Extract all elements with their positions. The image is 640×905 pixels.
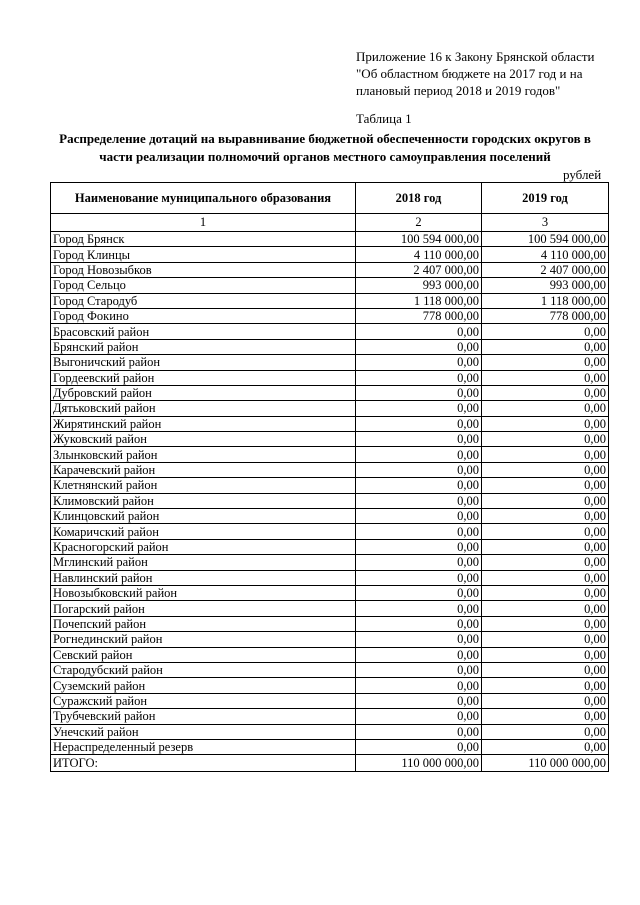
row-value-2018: 0,00 bbox=[356, 678, 482, 693]
row-name: Злынковский район bbox=[51, 447, 356, 462]
table-row bbox=[51, 539, 609, 554]
row-value-2018: 0,00 bbox=[356, 509, 482, 524]
row-name: Новозыбковский район bbox=[51, 585, 356, 600]
row-name: Жуковский район bbox=[51, 432, 356, 447]
row-value-2018: 0,00 bbox=[356, 539, 482, 554]
row-value-2018: 0,00 bbox=[356, 585, 482, 600]
table-row bbox=[51, 339, 609, 354]
row-value-2018: 0,00 bbox=[356, 478, 482, 493]
row-value-2018: 0,00 bbox=[356, 724, 482, 739]
table-row bbox=[51, 324, 609, 339]
row-name: Город Новозыбков bbox=[51, 262, 356, 277]
annex-line: Приложение 16 к Закону Брянской области bbox=[356, 49, 595, 64]
row-name: Карачевский район bbox=[51, 462, 356, 477]
row-value-2019: 0,00 bbox=[482, 662, 609, 677]
row-name: Красногорский район bbox=[51, 539, 356, 554]
table-row bbox=[51, 678, 609, 693]
annex-line: "Об областном бюджете на 2017 год и на bbox=[356, 66, 583, 81]
row-value-2019: 1 118 000,00 bbox=[482, 293, 609, 308]
row-value-2018: 0,00 bbox=[356, 709, 482, 724]
table-row bbox=[51, 278, 609, 293]
subsidy-table bbox=[50, 182, 609, 772]
row-name: Дятьковский район bbox=[51, 401, 356, 416]
row-value-2019: 0,00 bbox=[482, 324, 609, 339]
annex-line: плановый период 2018 и 2019 годов" bbox=[356, 83, 561, 98]
row-value-2018: 0,00 bbox=[356, 416, 482, 431]
row-name: Гордеевский район bbox=[51, 370, 356, 385]
row-name: Клинцовский район bbox=[51, 509, 356, 524]
row-value-2019: 993 000,00 bbox=[482, 278, 609, 293]
total-2018: 110 000 000,00 bbox=[356, 755, 482, 772]
row-name: Мглинский район bbox=[51, 555, 356, 570]
annex-header bbox=[356, 48, 626, 99]
row-name: Город Клинцы bbox=[51, 247, 356, 262]
row-value-2019: 0,00 bbox=[482, 709, 609, 724]
table-row bbox=[51, 616, 609, 631]
row-value-2019: 0,00 bbox=[482, 401, 609, 416]
row-value-2018: 0,00 bbox=[356, 462, 482, 477]
row-value-2019: 0,00 bbox=[482, 601, 609, 616]
row-value-2018: 993 000,00 bbox=[356, 278, 482, 293]
table-label: Таблица 1 bbox=[356, 111, 412, 126]
table-row bbox=[51, 709, 609, 724]
row-value-2018: 2 407 000,00 bbox=[356, 262, 482, 277]
row-value-2019: 0,00 bbox=[482, 416, 609, 431]
row-value-2018: 0,00 bbox=[356, 601, 482, 616]
row-value-2019: 0,00 bbox=[482, 462, 609, 477]
row-name: Стародубский район bbox=[51, 662, 356, 677]
row-value-2019: 0,00 bbox=[482, 370, 609, 385]
row-value-2018: 0,00 bbox=[356, 493, 482, 508]
row-value-2018: 0,00 bbox=[356, 401, 482, 416]
row-name: Город Фокино bbox=[51, 308, 356, 323]
row-name: Суражский район bbox=[51, 693, 356, 708]
row-value-2019: 778 000,00 bbox=[482, 308, 609, 323]
row-value-2019: 0,00 bbox=[482, 616, 609, 631]
row-value-2019: 0,00 bbox=[482, 509, 609, 524]
row-value-2018: 0,00 bbox=[356, 739, 482, 754]
row-name: Клетнянский район bbox=[51, 478, 356, 493]
row-value-2018: 778 000,00 bbox=[356, 308, 482, 323]
table-row bbox=[51, 416, 609, 431]
row-value-2018: 0,00 bbox=[356, 555, 482, 570]
row-value-2019: 0,00 bbox=[482, 585, 609, 600]
row-name: Нераспределенный резерв bbox=[51, 739, 356, 754]
row-value-2019: 0,00 bbox=[482, 355, 609, 370]
row-name: Унечский район bbox=[51, 724, 356, 739]
row-value-2019: 0,00 bbox=[482, 432, 609, 447]
row-value-2018: 0,00 bbox=[356, 693, 482, 708]
row-value-2018: 0,00 bbox=[356, 647, 482, 662]
row-value-2019: 0,00 bbox=[482, 724, 609, 739]
table-row bbox=[51, 432, 609, 447]
column-number: 3 bbox=[482, 214, 609, 232]
row-name: Дубровский район bbox=[51, 385, 356, 400]
row-name: Трубчевский район bbox=[51, 709, 356, 724]
header-2019: 2019 год bbox=[482, 183, 609, 214]
title-line: Распределение дотаций на выравнивание бюджетной обеспеченности городских округов в bbox=[59, 131, 591, 146]
row-value-2018: 0,00 bbox=[356, 524, 482, 539]
table-row bbox=[51, 555, 609, 570]
row-name: Выгоничский район bbox=[51, 355, 356, 370]
column-number-row bbox=[51, 214, 609, 232]
table-row bbox=[51, 478, 609, 493]
row-value-2019: 0,00 bbox=[482, 678, 609, 693]
table-row bbox=[51, 647, 609, 662]
row-value-2018: 0,00 bbox=[356, 570, 482, 585]
table-row bbox=[51, 509, 609, 524]
table-row bbox=[51, 308, 609, 323]
row-value-2019: 0,00 bbox=[482, 447, 609, 462]
row-value-2018: 4 110 000,00 bbox=[356, 247, 482, 262]
row-name: Навлинский район bbox=[51, 570, 356, 585]
table-row bbox=[51, 370, 609, 385]
row-value-2019: 100 594 000,00 bbox=[482, 232, 609, 247]
table-row bbox=[51, 632, 609, 647]
row-value-2019: 0,00 bbox=[482, 555, 609, 570]
row-name: Жирятинский район bbox=[51, 416, 356, 431]
row-value-2018: 0,00 bbox=[356, 355, 482, 370]
table-row bbox=[51, 355, 609, 370]
total-label: ИТОГО: bbox=[51, 755, 356, 772]
row-value-2018: 0,00 bbox=[356, 339, 482, 354]
row-name: Город Сельцо bbox=[51, 278, 356, 293]
header-2018: 2018 год bbox=[356, 183, 482, 214]
table-row bbox=[51, 293, 609, 308]
row-name: Погарский район bbox=[51, 601, 356, 616]
row-value-2019: 0,00 bbox=[482, 524, 609, 539]
header-name: Наименование муниципального образования bbox=[51, 183, 356, 214]
column-number: 1 bbox=[51, 214, 356, 232]
row-value-2019: 2 407 000,00 bbox=[482, 262, 609, 277]
unit-label: рублей bbox=[563, 167, 602, 182]
row-value-2019: 0,00 bbox=[482, 339, 609, 354]
row-value-2018: 0,00 bbox=[356, 632, 482, 647]
row-value-2019: 0,00 bbox=[482, 385, 609, 400]
table-row bbox=[51, 570, 609, 585]
table-row bbox=[51, 385, 609, 400]
row-name: Комаричский район bbox=[51, 524, 356, 539]
total-row bbox=[51, 755, 609, 772]
table-row bbox=[51, 724, 609, 739]
row-name: Климовский район bbox=[51, 493, 356, 508]
table-row bbox=[51, 693, 609, 708]
row-value-2018: 0,00 bbox=[356, 370, 482, 385]
table-row bbox=[51, 585, 609, 600]
row-value-2019: 0,00 bbox=[482, 739, 609, 754]
row-value-2019: 0,00 bbox=[482, 478, 609, 493]
row-value-2019: 4 110 000,00 bbox=[482, 247, 609, 262]
table-row bbox=[51, 462, 609, 477]
table-row bbox=[51, 247, 609, 262]
row-value-2018: 0,00 bbox=[356, 324, 482, 339]
row-name: Город Стародуб bbox=[51, 293, 356, 308]
row-value-2018: 0,00 bbox=[356, 447, 482, 462]
row-value-2019: 0,00 bbox=[482, 632, 609, 647]
row-name: Брянский район bbox=[51, 339, 356, 354]
table-row bbox=[51, 232, 609, 247]
title-line: части реализации полномочий органов местного самоуправления поселений bbox=[99, 149, 551, 164]
row-value-2018: 0,00 bbox=[356, 385, 482, 400]
row-value-2018: 100 594 000,00 bbox=[356, 232, 482, 247]
table-row bbox=[51, 447, 609, 462]
table-row bbox=[51, 493, 609, 508]
header-row bbox=[51, 183, 609, 214]
table-row bbox=[51, 524, 609, 539]
row-name: Почепский район bbox=[51, 616, 356, 631]
table-row bbox=[51, 601, 609, 616]
row-value-2018: 1 118 000,00 bbox=[356, 293, 482, 308]
row-value-2019: 0,00 bbox=[482, 493, 609, 508]
row-name: Рогнединский район bbox=[51, 632, 356, 647]
row-name: Город Брянск bbox=[51, 232, 356, 247]
total-2019: 110 000 000,00 bbox=[482, 755, 609, 772]
table-row bbox=[51, 739, 609, 754]
row-value-2019: 0,00 bbox=[482, 693, 609, 708]
table-row bbox=[51, 262, 609, 277]
table-row bbox=[51, 662, 609, 677]
row-value-2018: 0,00 bbox=[356, 432, 482, 447]
column-number: 2 bbox=[356, 214, 482, 232]
row-value-2019: 0,00 bbox=[482, 647, 609, 662]
document-title bbox=[40, 130, 610, 166]
row-name: Севский район bbox=[51, 647, 356, 662]
row-value-2018: 0,00 bbox=[356, 616, 482, 631]
table-row bbox=[51, 401, 609, 416]
row-value-2019: 0,00 bbox=[482, 539, 609, 554]
row-name: Брасовский район bbox=[51, 324, 356, 339]
row-value-2019: 0,00 bbox=[482, 570, 609, 585]
row-name: Суземский район bbox=[51, 678, 356, 693]
row-value-2018: 0,00 bbox=[356, 662, 482, 677]
